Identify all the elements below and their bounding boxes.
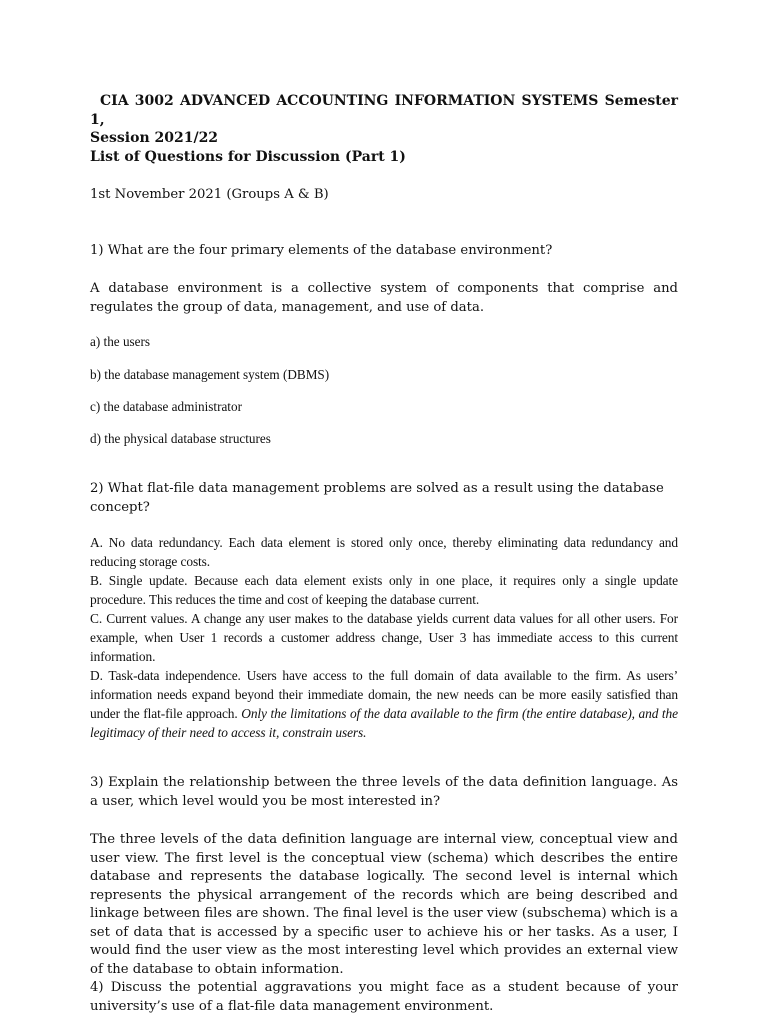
list-item: b) the database management system (DBMS) [90, 367, 330, 382]
answer-2 [90, 533, 678, 742]
list-item: c) the database administrator [90, 399, 242, 414]
question-4: 4) Discuss the potential aggravations you might face as a student because of your university’s use of a flat-file data management environment. [90, 980, 678, 1014]
document-subtitle: List of Questions for Discussion (Part 1) [90, 148, 406, 165]
answer-2-a: A. No data redundancy. Each data element is stored only once, thereby eliminating data redundancy and reducing storage costs. [90, 535, 678, 569]
answer-2-b: B. Single update. Because each data element exists only in one place, it requires only a single update procedure. This reduces the time and cost of keeping the database current. [90, 573, 678, 607]
answer-2-c: C. Current values. A change any user makes to the database yields current data values for all other users. For example, when User 1 records a customer address change, User 3 has immediate access to this current information. [90, 611, 678, 664]
answer-3: The three levels of the data definition language are internal view, conceptual view and user view. The first level is the conceptual view (schema) which describes the entire database and represents the database logically. The second level is internal which represents the physical arrangement of the records which are being described and linkage between files are shown. The final level is the user view (subschema) which is a set of data that is accessed by a specific user to achieve his or her tasks. As a user, I would find the user view as the most interesting level which provides an external view of the database to obtain information. [90, 832, 678, 977]
list-item: d) the physical database structures [90, 431, 271, 446]
question-3: 3) Explain the relationship between the three levels of the data definition language. As a user, which level would you be most interested in? [90, 775, 678, 809]
title-line-1: CIA 3002 ADVANCED ACCOUNTING INFORMATION SYSTEMS Semester 1, [90, 93, 678, 128]
title-line-2: Session 2021/22 [90, 130, 219, 146]
question-2: 2) What flat-file data management problems are solved as a result using the database concept? [90, 481, 664, 515]
answer-2-d-italic: Only the limitations of the data available to the firm (the entire database), and the legitimacy of their need to access it, constrain users. [90, 706, 678, 740]
date-line: 1st November 2021 (Groups A & B) [90, 187, 329, 202]
answer-2-d-text: D. Task-data independence. Users have access to the full domain of data available to the firm. As users’ information needs expand beyond their immediate domain, the new needs can be more easily satisfied than under the flat-file approach. [90, 668, 678, 721]
question-1: 1) What are the four primary elements of the database environment? [90, 243, 553, 258]
list-item: a) the users [90, 334, 151, 349]
answer-1: A database environment is a collective system of components that comprise and regulates the group of data, management, and use of data. [90, 281, 678, 315]
answer-2-d [90, 666, 678, 742]
document-title [90, 92, 678, 166]
